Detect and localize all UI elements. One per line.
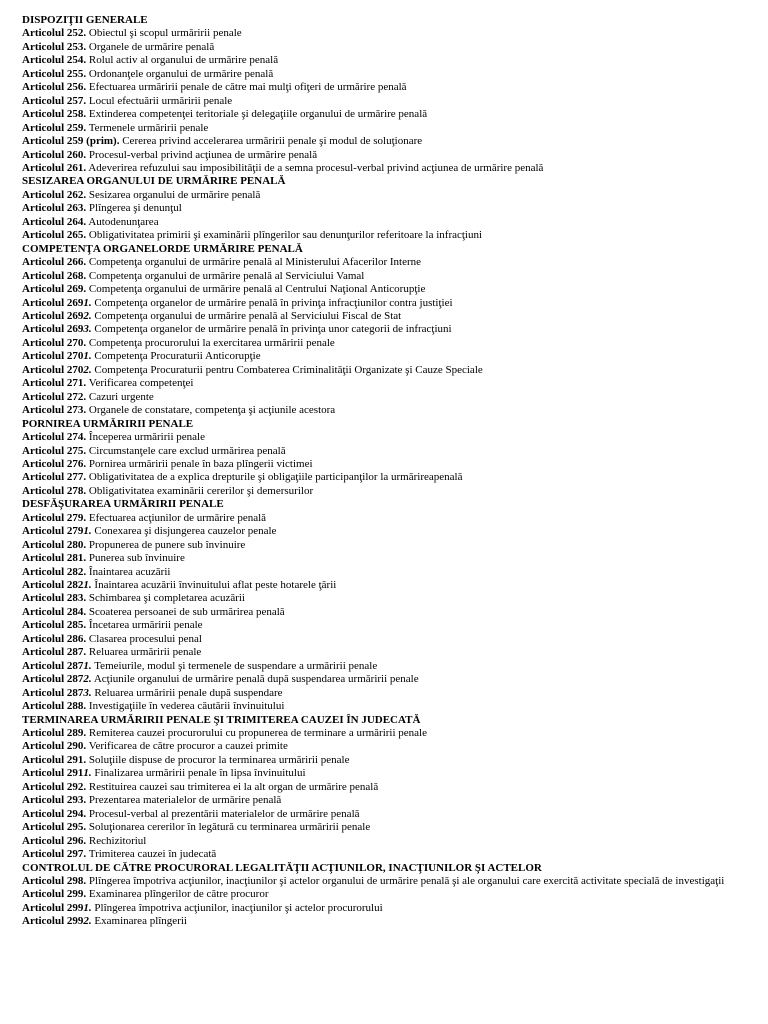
- article-title: Verificarea competenţei: [88, 377, 194, 390]
- article-number: 281.: [66, 552, 87, 565]
- article-number: 264.: [66, 215, 87, 228]
- article-number: 257.: [66, 94, 87, 107]
- article-label: Articolul: [22, 579, 65, 592]
- article-number: 288.: [66, 700, 87, 713]
- article-label: Articolul: [22, 108, 65, 121]
- article-label: Articolul: [22, 404, 65, 417]
- article-entry: [22, 270, 766, 283]
- article-number: 259.: [66, 121, 87, 134]
- article-label: Articolul: [22, 377, 65, 390]
- article-number: 261.: [66, 161, 87, 174]
- article-entry: [22, 229, 766, 242]
- article-label: Articolul: [22, 740, 65, 753]
- article-number-suffix: 2.: [83, 363, 92, 376]
- article-number: 298.: [66, 875, 87, 887]
- article-label: Articolul: [22, 390, 65, 403]
- article-entry: [22, 888, 766, 901]
- article-label: Articolul: [22, 350, 65, 363]
- article-number: 270.: [66, 336, 87, 349]
- article-entry: [22, 135, 766, 148]
- article-number: 254.: [66, 54, 87, 67]
- article-label: Articolul: [22, 700, 65, 713]
- article-entry: [22, 485, 766, 498]
- article-entry: [22, 727, 766, 740]
- article-label: Articolul: [22, 848, 65, 861]
- article-entry: [22, 68, 766, 81]
- article-number: 269.: [66, 283, 87, 296]
- article-title: Soluţiile dispuse de procuror la terminarea urmăririi penale: [88, 753, 350, 766]
- article-label: Articolul: [22, 821, 65, 834]
- article-entry: [22, 512, 766, 525]
- article-title: Înaintarea acuzării: [88, 565, 171, 578]
- article-title: Competenţa organului de urmărire penală al Serviciului Vamal: [88, 269, 365, 282]
- article-title: Rolul activ al organului de urmărire penală: [88, 54, 279, 67]
- article-title: Termenele urmăririi penale: [88, 121, 209, 134]
- article-number: 275.: [66, 444, 87, 457]
- article-entry: [22, 915, 766, 928]
- article-label: Articolul: [22, 659, 65, 672]
- section-heading: DESFĂŞURAREA URMĂRIRII PENALE: [22, 498, 224, 511]
- article-title: Competenţa organelor de urmărire penală în privinţa unor categorii de infracţiuni: [94, 323, 452, 336]
- article-entry: [22, 606, 766, 619]
- article-entry: [22, 202, 766, 215]
- article-title: Sesizarea organului de urmărire penală: [88, 188, 261, 201]
- article-label: Articolul: [22, 592, 65, 605]
- article-title: Investigaţiile în vederea căutării învinuitului: [88, 700, 285, 713]
- article-number: 279: [66, 525, 84, 538]
- article-title: Reluarea urmăririi penale: [88, 646, 202, 659]
- article-entry: [22, 391, 766, 404]
- article-entry: [22, 81, 766, 94]
- article-title: Plîngerea împotriva acţiunilor, inacţiunilor şi actelor organului de urmărire penală şi ale organului care exercită activitate specială de investigaţii: [88, 875, 725, 887]
- article-title: Examinarea plîngerilor de către procuror: [88, 888, 269, 901]
- article-title: Competenţa organului de urmărire penală al Centrului Naţional Anticorupţie: [88, 283, 426, 296]
- article-entry: [22, 848, 766, 861]
- article-entry: [22, 149, 766, 162]
- article-number: 270: [66, 363, 84, 376]
- article-entry: [22, 875, 766, 888]
- article-number: 287: [66, 673, 84, 686]
- section-heading: SESIZAREA ORGANULUI DE URMĂRIRE PENALĂ: [22, 175, 286, 188]
- article-title: Schimbarea şi completarea acuzării: [88, 592, 245, 605]
- article-entry: [22, 552, 766, 565]
- article-entry: [22, 364, 766, 377]
- article-number-suffix: 1.: [83, 659, 92, 672]
- article-title: Obiectul şi scopul urmăririi penale: [88, 27, 242, 40]
- article-entry: [22, 54, 766, 67]
- article-entry: [22, 700, 766, 713]
- section-heading: CONTROLUL DE CĂTRE PROCURORAL LEGALITĂŢII ACŢIUNILOR, INACŢIUNILOR ŞI ACTELOR: [22, 861, 542, 874]
- article-label: Articolul: [22, 40, 65, 53]
- article-entry: [22, 835, 766, 848]
- article-title: Examinarea plîngerii: [94, 915, 187, 928]
- article-number: 295.: [66, 821, 87, 834]
- article-number-suffix: 3.: [83, 323, 92, 336]
- article-number: 262.: [66, 188, 87, 201]
- document-body: [22, 14, 766, 929]
- article-number: 291: [66, 767, 84, 780]
- article-label: Articolul: [22, 780, 65, 793]
- article-title: Prezentarea materialelor de urmărire penală: [88, 794, 282, 807]
- article-entry: [22, 323, 766, 336]
- article-title: Obligativitatea primirii şi examinării plîngerilor sau denunţurilor referitoare la infracţiuni: [88, 229, 483, 242]
- section-heading: PORNIREA URMĂRIRII PENALE: [22, 417, 194, 430]
- article-number: 296.: [66, 834, 87, 847]
- article-entry: [22, 592, 766, 605]
- article-label: Articolul: [22, 901, 65, 914]
- article-title: Competenţa Procuraturii Anticorupţie: [94, 350, 261, 363]
- article-number: 274.: [66, 431, 87, 444]
- article-number: 252.: [66, 27, 87, 40]
- article-number: 291.: [66, 753, 87, 766]
- article-title: Scoaterea persoanei de sub urmărirea penală: [88, 605, 285, 618]
- article-entry: [22, 27, 766, 40]
- article-number: 285.: [66, 619, 87, 632]
- article-label: Articolul: [22, 875, 65, 887]
- article-label: Articolul: [22, 94, 65, 107]
- article-number: 255.: [66, 67, 87, 80]
- article-label: Articolul: [22, 471, 65, 484]
- article-label: Articolul: [22, 727, 65, 740]
- article-number: 271.: [66, 377, 87, 390]
- article-entry: [22, 445, 766, 458]
- article-number: 272.: [66, 390, 87, 403]
- article-number: 278.: [66, 484, 87, 497]
- article-number: 282: [66, 579, 84, 592]
- article-label: Articolul: [22, 215, 65, 228]
- article-entry: [22, 525, 766, 538]
- article-entry: [22, 404, 766, 417]
- article-title: Extinderea competenţei teritoriale şi delegaţiile organului de urmărire penală: [88, 108, 428, 121]
- article-entry: [22, 431, 766, 444]
- article-number: 266.: [66, 256, 87, 269]
- article-title: Competenţa organelor de urmărire penală în privinţa infracţiunilor contra justiţiei: [94, 296, 453, 309]
- article-entry: [22, 687, 766, 700]
- article-number: 284.: [66, 605, 87, 618]
- article-number: 299.: [66, 888, 87, 901]
- article-title: Remiterea cauzei procurorului cu propunerea de terminare a urmăririi penale: [88, 727, 427, 740]
- article-title: Clasarea procesului penal: [88, 632, 202, 645]
- article-label: Articolul: [22, 807, 65, 820]
- article-entry: [22, 808, 766, 821]
- article-entry: [22, 566, 766, 579]
- article-entry: [22, 108, 766, 121]
- article-title: Rechizitoriul: [88, 834, 147, 847]
- article-label: Articolul: [22, 256, 65, 269]
- article-number: 260.: [66, 148, 87, 161]
- article-title: Cazuri urgente: [88, 390, 154, 403]
- article-label: Articolul: [22, 525, 65, 538]
- article-entry: [22, 902, 766, 915]
- article-title: Cererea privind accelerarea urmăririi penale şi modul de soluţionare: [122, 135, 423, 148]
- article-number: 276.: [66, 457, 87, 470]
- article-entry: [22, 189, 766, 202]
- article-number: 293.: [66, 794, 87, 807]
- article-number: 270: [66, 350, 84, 363]
- article-number: 294.: [66, 807, 87, 820]
- article-title: Plîngerea şi denunţul: [88, 202, 182, 215]
- article-entry: [22, 471, 766, 484]
- article-title: Restituirea cauzei sau trimiterea ei la alt organ de urmărire penală: [88, 780, 379, 793]
- article-number-suffix: 2.: [83, 309, 92, 322]
- article-entry: [22, 633, 766, 646]
- article-title: Ordonanţele organului de urmărire penală: [88, 67, 274, 80]
- article-number: 273.: [66, 404, 87, 417]
- article-number-suffix: 1.: [83, 767, 92, 780]
- article-title: Locul efectuării urmăririi penale: [88, 94, 233, 107]
- article-title: Competenţa organului de urmărire penală al Ministerului Afacerilor Interne: [88, 256, 422, 269]
- article-title: Temeiurile, modul şi termenele de suspendare a urmăririi penale: [94, 659, 378, 672]
- article-title: Obligativitatea examinării cererilor şi demersurilor: [88, 484, 314, 497]
- section-heading: TERMINAREA URMĂRIRII PENALE ŞI TRIMITEREA CAUZEI ÎN JUDECATĂ: [22, 713, 421, 726]
- article-number: 268.: [66, 269, 87, 282]
- article-entry: [22, 162, 766, 175]
- article-title: Plîngerea împotriva acţiunilor, inacţiunilor şi actelor procurorului: [94, 901, 383, 914]
- article-title: Adeverirea refuzului sau imposibilităţii de a semna procesul-verbal privind acţiunea de urmărire penală: [88, 161, 544, 174]
- article-label: Articolul: [22, 121, 65, 134]
- article-entry: [22, 646, 766, 659]
- article-title: Acţiunile organului de urmărire penală după suspendarea urmăririi penale: [93, 673, 419, 686]
- article-entry: [22, 767, 766, 780]
- article-title: Competenţa Procuraturii pentru Combaterea Criminalităţii Organizate şi Cauze Speciale: [94, 363, 483, 376]
- article-number: 290.: [66, 740, 87, 753]
- article-label: Articolul: [22, 363, 65, 376]
- article-entry: [22, 283, 766, 296]
- article-label: Articolul: [22, 229, 65, 242]
- article-label: Articolul: [22, 767, 65, 780]
- article-title: Soluţionarea cererilor în legătură cu terminarea urmăririi penale: [88, 821, 371, 834]
- article-label: Articolul: [22, 888, 65, 901]
- article-entry: [22, 660, 766, 673]
- article-label: Articolul: [22, 188, 65, 201]
- article-label: Articolul: [22, 67, 65, 80]
- article-number: 299: [66, 915, 84, 928]
- article-label: Articolul: [22, 915, 65, 928]
- article-title: Procesul-verbal al prezentării materialelor de urmărire penală: [88, 807, 360, 820]
- article-label: Articolul: [22, 834, 65, 847]
- article-entry: [22, 216, 766, 229]
- article-label: Articolul: [22, 27, 65, 40]
- article-title: Conexarea şi disjungerea cauzelor penale: [94, 525, 277, 538]
- article-label: Articolul: [22, 632, 65, 645]
- article-label: Articolul: [22, 511, 65, 524]
- article-entry: [22, 619, 766, 632]
- article-title: Propunerea de punere sub învinuire: [88, 538, 246, 551]
- article-entry: [22, 579, 766, 592]
- article-label: Articolul: [22, 309, 65, 322]
- article-label: Articolul: [22, 619, 65, 632]
- article-number: 280.: [66, 538, 87, 551]
- article-number: 265.: [66, 229, 87, 242]
- article-number: 289.: [66, 727, 87, 740]
- article-number-suffix: 1.: [83, 350, 92, 363]
- article-label: Articolul: [22, 269, 65, 282]
- article-number-suffix: 2.: [83, 673, 92, 686]
- article-entry: [22, 539, 766, 552]
- article-title: Începerea urmăririi penale: [88, 431, 205, 444]
- article-title: Încetarea urmăririi penale: [88, 619, 203, 632]
- article-entry: [22, 781, 766, 794]
- article-label: Articolul: [22, 552, 65, 565]
- article-entry: [22, 122, 766, 135]
- article-title: Procesul-verbal privind acţiunea de urmărire penală: [88, 148, 318, 161]
- article-number: 299: [66, 901, 84, 914]
- article-number: 287.: [66, 646, 87, 659]
- article-label: Articolul: [22, 673, 65, 686]
- article-entry: [22, 740, 766, 753]
- article-number: 269: [66, 296, 84, 309]
- article-entry: [22, 95, 766, 108]
- article-number-suffix: 1.: [83, 296, 92, 309]
- article-title: Circumstanţele care exclud urmărirea penală: [88, 444, 286, 457]
- article-number-suffix: 1.: [83, 901, 92, 914]
- article-title: Competenţa organului de urmărire penală al Serviciului Fiscal de Stat: [94, 309, 402, 322]
- article-number: 277.: [66, 471, 87, 484]
- article-label: Articolul: [22, 135, 65, 148]
- section-heading: DISPOZIŢII GENERALE: [22, 14, 148, 26]
- article-entry: [22, 41, 766, 54]
- article-number: 259 (prim).: [66, 135, 120, 148]
- article-label: Articolul: [22, 431, 65, 444]
- article-label: Articolul: [22, 605, 65, 618]
- article-number: 263.: [66, 202, 87, 215]
- article-label: Articolul: [22, 753, 65, 766]
- article-entry: [22, 821, 766, 834]
- article-number: 287: [66, 659, 84, 672]
- article-entry: [22, 350, 766, 363]
- article-label: Articolul: [22, 148, 65, 161]
- article-number: 258.: [66, 108, 87, 121]
- article-label: Articolul: [22, 161, 65, 174]
- article-label: Articolul: [22, 538, 65, 551]
- article-title: Reluarea urmăririi penale după suspendare: [94, 686, 283, 699]
- article-label: Articolul: [22, 565, 65, 578]
- article-entry: [22, 754, 766, 767]
- article-entry: [22, 297, 766, 310]
- article-number: 269: [66, 309, 84, 322]
- article-number: 287: [66, 686, 84, 699]
- article-title: Verificarea de către procuror a cauzei primite: [88, 740, 288, 753]
- article-number: 297.: [66, 848, 87, 861]
- article-title: Competenţa procurorului la exercitarea urmăririi penale: [88, 336, 335, 349]
- article-title: Efectuarea acţiunilor de urmărire penală: [88, 511, 267, 524]
- article-number-suffix: 3.: [83, 686, 92, 699]
- article-label: Articolul: [22, 283, 65, 296]
- article-entry: [22, 337, 766, 350]
- article-title: Pornirea urmăririi penale în baza plîngerii victimei: [88, 457, 313, 470]
- article-label: Articolul: [22, 81, 65, 94]
- article-number-suffix: 1.: [83, 525, 92, 538]
- article-entry: [22, 458, 766, 471]
- article-title: Finalizarea urmăririi penale în lipsa învinuitului: [94, 767, 306, 780]
- article-number: 282.: [66, 565, 87, 578]
- article-title: Trimiterea cauzei în judecată: [88, 848, 217, 861]
- article-title: Punerea sub învinuire: [88, 552, 185, 565]
- article-label: Articolul: [22, 457, 65, 470]
- article-title: Obligativitatea de a explica drepturile şi obligaţiile participanţilor la urmărireapenală: [88, 471, 463, 484]
- article-label: Articolul: [22, 484, 65, 497]
- article-number-suffix: 2.: [83, 915, 92, 928]
- article-label: Articolul: [22, 202, 65, 215]
- article-number: 292.: [66, 780, 87, 793]
- article-number: 279.: [66, 511, 87, 524]
- article-label: Articolul: [22, 296, 65, 309]
- article-entry: [22, 377, 766, 390]
- article-number: 253.: [66, 40, 87, 53]
- article-entry: [22, 673, 766, 686]
- article-number: 256.: [66, 81, 87, 94]
- article-title: Autodenunţarea: [88, 215, 159, 228]
- article-label: Articolul: [22, 686, 65, 699]
- article-label: Articolul: [22, 336, 65, 349]
- article-label: Articolul: [22, 646, 65, 659]
- article-title: Organele de constatare, competenţa şi acţiunile acestora: [88, 404, 336, 417]
- article-number-suffix: 1.: [83, 579, 92, 592]
- article-entry: [22, 310, 766, 323]
- article-number: 269: [66, 323, 84, 336]
- article-title: Înaintarea acuzării învinuitului aflat peste hotarele ţării: [94, 579, 337, 592]
- article-label: Articolul: [22, 323, 65, 336]
- article-number: 283.: [66, 592, 87, 605]
- article-entry: [22, 794, 766, 807]
- article-title: Organele de urmărire penală: [88, 40, 215, 53]
- section-heading: COMPETENŢA ORGANELORDE URMĂRIRE PENALĂ: [22, 242, 303, 255]
- article-label: Articolul: [22, 444, 65, 457]
- article-number: 286.: [66, 632, 87, 645]
- article-label: Articolul: [22, 54, 65, 67]
- article-title: Efectuarea urmăririi penale de către mai mulţi ofiţeri de urmărire penală: [88, 81, 407, 94]
- article-entry: [22, 256, 766, 269]
- article-label: Articolul: [22, 794, 65, 807]
